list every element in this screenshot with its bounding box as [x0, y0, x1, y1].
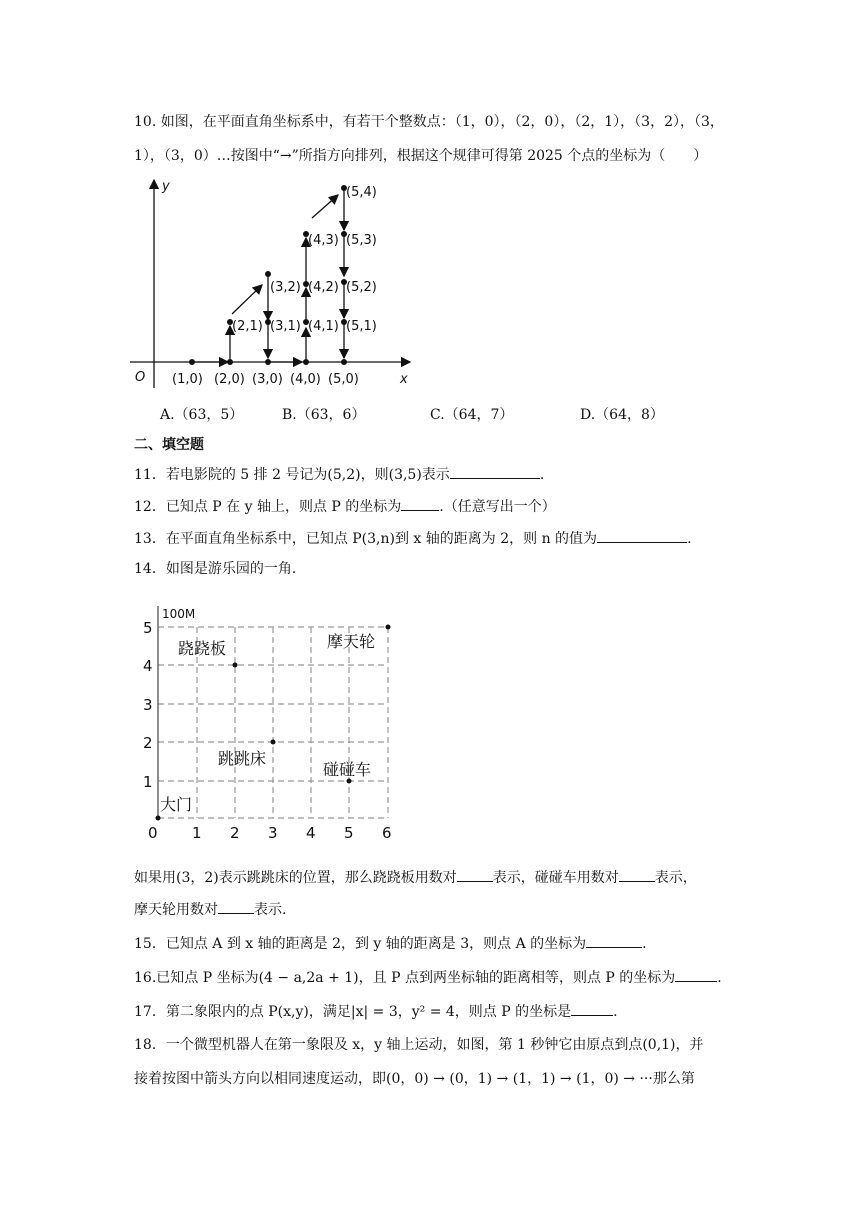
place-label: 跳跳床 — [218, 749, 267, 768]
q14-text: 表示，碰碰车用数对 — [492, 870, 619, 886]
x-tick: 4 — [306, 824, 316, 840]
point-label: (1,0) — [172, 372, 203, 387]
seg — [232, 285, 262, 314]
answer-blank[interactable] — [675, 966, 717, 982]
q12 — [134, 495, 556, 517]
q14-ans1 — [134, 866, 697, 888]
q18-line1: 18．一个微型机器人在第一象限及 x，y 轴上运动，如图，第 1 秒钟它由原点到点(0,1)，并 — [134, 1037, 704, 1053]
x-tick: 0 — [148, 824, 158, 840]
answer-blank[interactable] — [597, 527, 687, 543]
point-label: (3,2) — [270, 280, 301, 295]
q12-text: 12．已知点 P 在 y 轴上，则点 P 的坐标为 — [134, 499, 402, 515]
place-dot — [156, 816, 161, 821]
option-b: B.（63，6） — [282, 407, 366, 423]
point-dot — [189, 359, 195, 365]
y-tick: 4 — [143, 657, 153, 675]
q18-line2: 接着按图中箭头方向以相同速度运动，即(0，0) → (0，1) → (1，1) → (1，0) → ···那么第 — [134, 1071, 695, 1087]
seg — [312, 195, 338, 218]
place-label: 碰碰车 — [323, 760, 372, 779]
q14-stem: 14．如图是游乐园的一角． — [134, 561, 306, 577]
y-tick: 2 — [143, 734, 153, 752]
point-label: (5,4) — [346, 185, 377, 200]
q13-text: 13．在平面直角坐标系中，已知点 P(3,n)到 x 轴的距离为 2，则 n 的值为 — [134, 531, 598, 547]
point-label: (4,2) — [308, 280, 339, 295]
q14-text: 摩天轮用数对 — [134, 902, 218, 918]
answer-blank[interactable] — [450, 463, 540, 479]
q13 — [134, 527, 692, 549]
origin-label: O — [135, 370, 146, 385]
y-axis-label: y — [162, 179, 170, 194]
answer-blank[interactable] — [401, 495, 439, 511]
point-label: (2,0) — [214, 372, 245, 387]
q11-end: . — [539, 467, 545, 483]
q16-text: 16.已知点 P 坐标为(4 − a,2a + 1)，且 P 点到两坐标轴的距离相等，则点 P 的坐标为 — [134, 970, 676, 986]
point-dot — [227, 359, 233, 365]
x-tick: 6 — [382, 824, 392, 840]
q12-end: .（任意写出一个） — [439, 499, 556, 515]
option-c: C.（64，7） — [430, 407, 514, 423]
point-label: (5,1) — [346, 319, 377, 334]
y-tick: 3 — [143, 696, 153, 714]
q14-text: 如果用(3，2)表示跳跳床的位置，那么跷跷板用数对 — [134, 870, 457, 886]
place-dot — [233, 663, 238, 668]
place-dot — [271, 740, 276, 745]
q15-end: . — [642, 936, 647, 952]
q17-text: 17．第二象限内的点 P(x,y)，满足|x| = 3，y² = 4，则点 P 的坐标是 — [134, 1004, 572, 1020]
point-label: (3,0) — [252, 372, 283, 387]
answer-blank[interactable] — [571, 1000, 613, 1016]
point-dot — [265, 359, 271, 365]
q17 — [134, 1000, 618, 1022]
q16 — [134, 966, 722, 988]
q10-line1: 10. 如图，在平面直角坐标系中，有若干个整数点：（1，0），（2，0），（2，1），（3，2），（3， — [134, 114, 724, 130]
point-label: (2,1) — [232, 319, 263, 334]
x-tick: 1 — [192, 824, 202, 840]
place-dot — [386, 625, 391, 630]
x-tick: 5 — [344, 824, 354, 840]
answer-blank[interactable] — [218, 898, 254, 914]
place-label: 摩天轮 — [327, 632, 376, 651]
q11-text: 11．若电影院的 5 排 2 号记为(5,2)，则(3,5)表示 — [134, 467, 450, 483]
place-dot — [347, 779, 352, 784]
point-dot — [341, 359, 347, 365]
point-label: (5,2) — [346, 280, 377, 295]
q11 — [134, 463, 544, 485]
q10-line2: 1），（3，0）…按图中“→”所指方向排列，根据这个规律可得第 2025 个点的坐标为（ ） — [134, 148, 708, 164]
option-a: A.（63，5） — [160, 407, 244, 423]
q14-text: 表示. — [254, 902, 287, 918]
answer-blank[interactable] — [457, 866, 493, 882]
point-label: (5,0) — [328, 372, 359, 387]
answer-blank[interactable] — [586, 932, 642, 948]
place-label: 跷跷板 — [178, 639, 227, 658]
scale-label: 100M — [162, 607, 196, 621]
place-label: 大门 — [160, 795, 193, 814]
point-label: (4,1) — [308, 319, 339, 334]
point-label: (4,3) — [308, 233, 339, 248]
answer-blank[interactable] — [619, 866, 655, 882]
q17-end: . — [613, 1004, 618, 1020]
option-d: D.（64，8） — [580, 407, 664, 423]
q15-text: 15．已知点 A 到 x 轴的距离是 2，到 y 轴的距离是 3，则点 A 的坐标为 — [134, 936, 587, 952]
point-label: (5,3) — [346, 233, 377, 248]
x-tick: 3 — [268, 824, 278, 840]
point-dot — [265, 271, 271, 277]
section-title: 二、填空题 — [134, 437, 204, 453]
y-tick: 5 — [143, 619, 153, 637]
x-tick: 2 — [230, 824, 240, 840]
q15 — [134, 932, 647, 954]
point-dot — [303, 359, 309, 365]
q13-end: . — [687, 531, 692, 547]
q14-figure — [140, 598, 400, 840]
y-tick: 1 — [143, 773, 153, 791]
q10-figure — [125, 175, 425, 395]
point-label: (3,1) — [270, 319, 301, 334]
point-label: (4,0) — [290, 372, 321, 387]
x-axis-label: x — [400, 372, 408, 387]
q14-ans2 — [134, 898, 286, 920]
q16-end: . — [717, 970, 722, 986]
q14-text: 表示， — [654, 870, 697, 886]
